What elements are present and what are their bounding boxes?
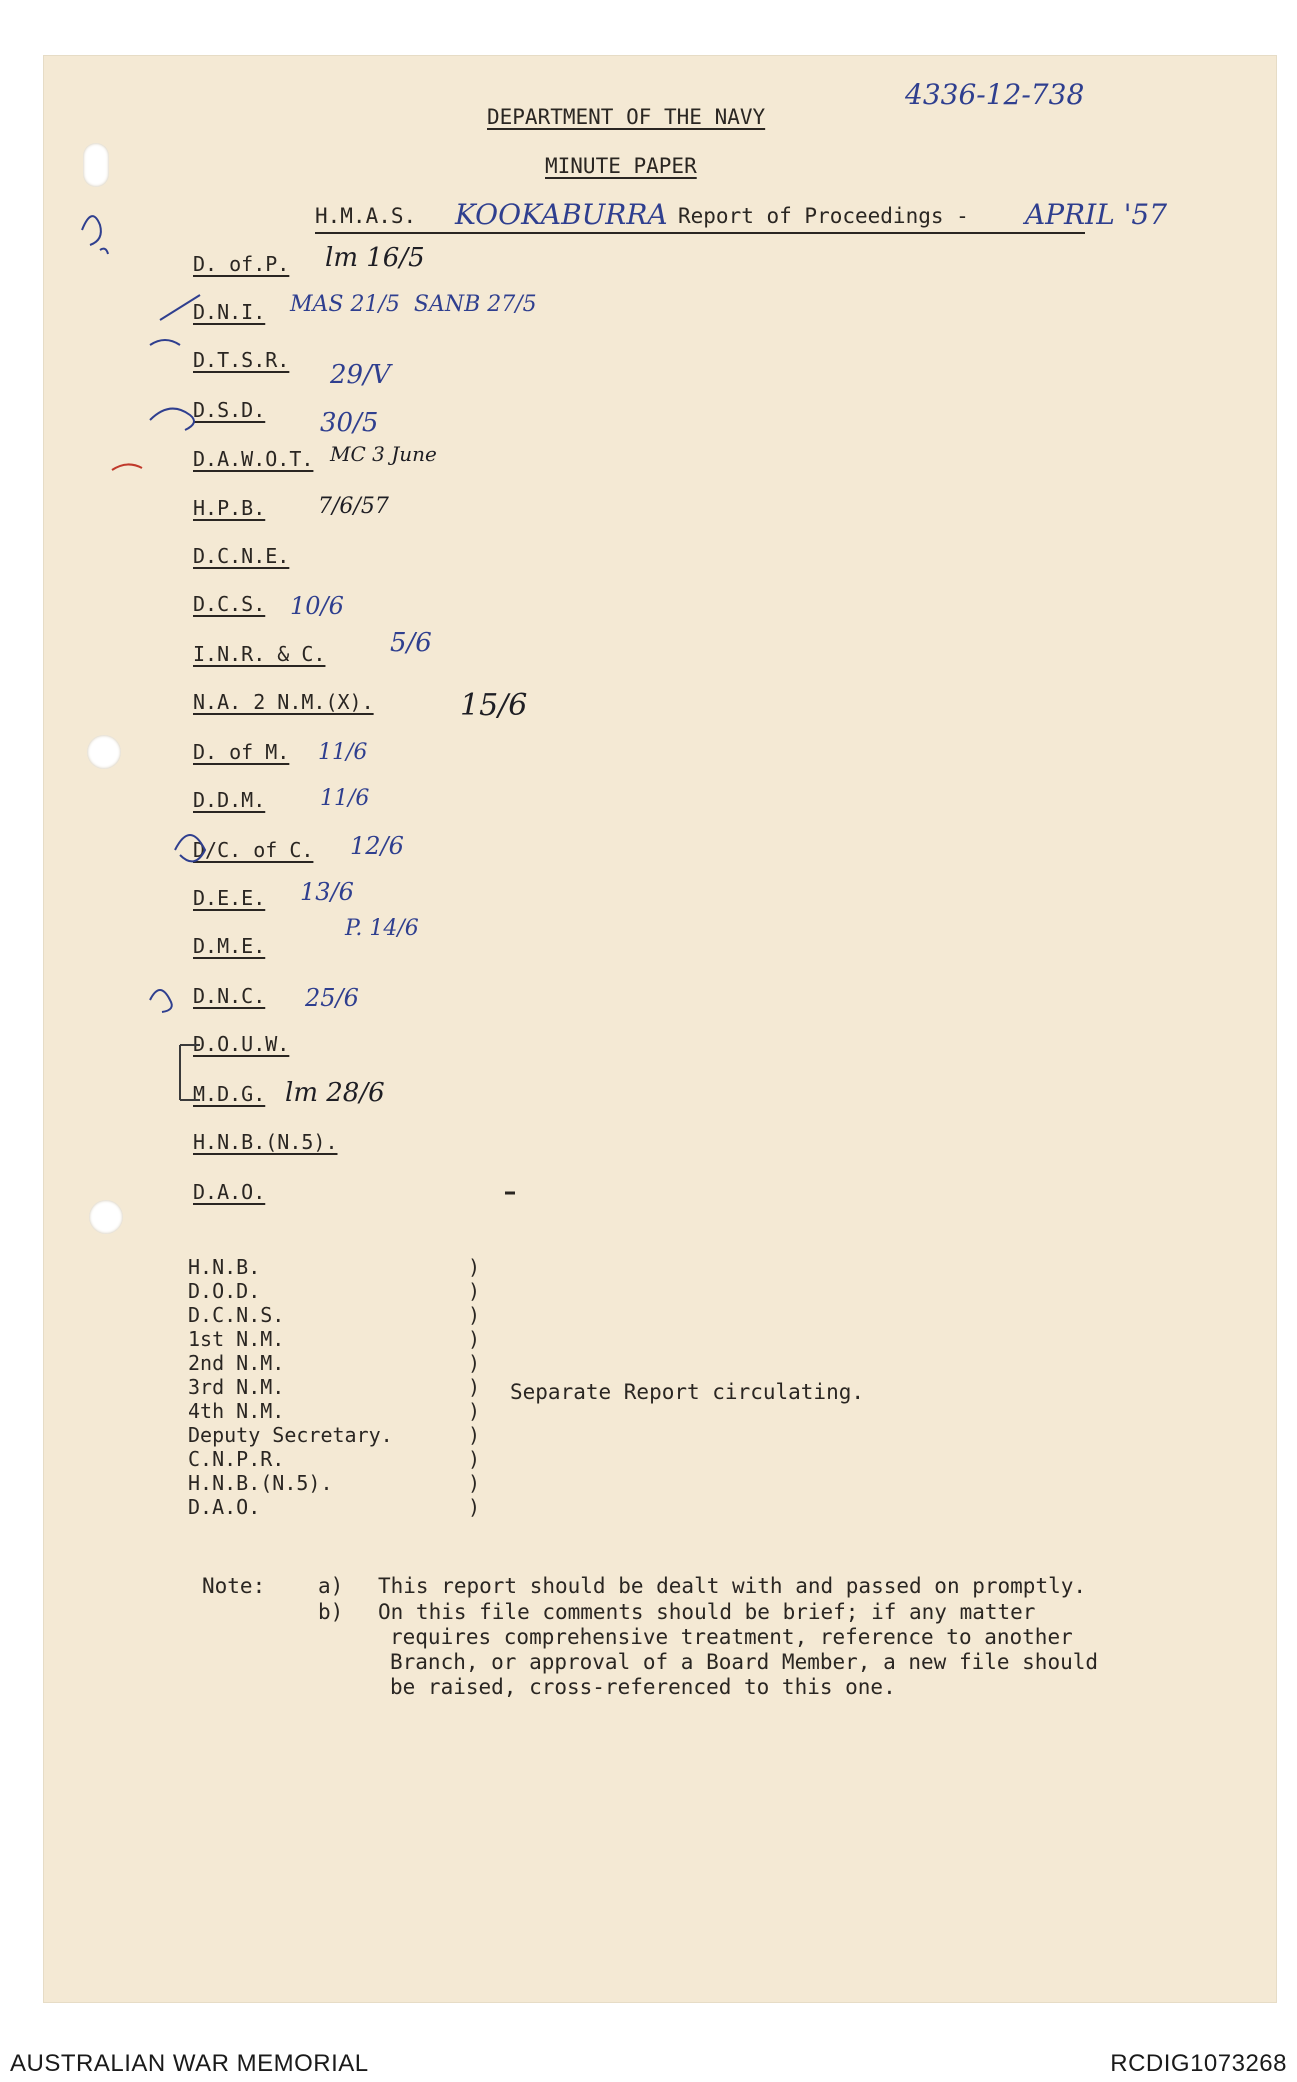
footer-id: RCDIG1073268	[1110, 2050, 1287, 2077]
bracket: )	[468, 1447, 481, 1471]
form-title: MINUTE PAPER	[545, 154, 697, 178]
routing-annotation: 11/6	[318, 740, 368, 765]
routing-item: D. of.P.	[193, 252, 290, 276]
bracket: )	[468, 1471, 481, 1495]
routing-item: D.T.S.R.	[193, 348, 290, 372]
routing-annotation: MAS 21/5 SANB 27/5	[290, 292, 537, 317]
routing-annotation: lm 28/6	[285, 1078, 385, 1108]
routing-annotation: 13/6	[300, 878, 354, 906]
bracket: )	[468, 1375, 481, 1399]
bracket: )	[468, 1303, 481, 1327]
routing-item: I.N.R. & C.	[193, 642, 326, 666]
note-label: Note:	[202, 1574, 266, 1598]
separate-report-remark: Separate Report circulating.	[510, 1380, 865, 1404]
routing-annotation: 7/6/57	[318, 494, 389, 519]
bracket: )	[468, 1255, 481, 1279]
list-item: 2nd N.M.	[188, 1351, 285, 1375]
subject-middle: Report of Proceedings -	[678, 204, 969, 228]
routing-item: D.A.O.	[193, 1180, 266, 1204]
routing-item: D.C.N.E.	[193, 544, 290, 568]
routing-item: D.N.I.	[193, 300, 266, 324]
bracket: )	[468, 1423, 481, 1447]
routing-item: D.O.U.W.	[193, 1032, 290, 1056]
subject-prefix: H.M.A.S.	[315, 204, 417, 228]
routing-item: D.S.D.	[193, 398, 266, 422]
bracket: )	[468, 1351, 481, 1375]
routing-item: M.D.G.	[193, 1082, 266, 1106]
note-a-marker: a)	[318, 1574, 344, 1598]
note-b-line: On this file comments should be brief; if any matter	[378, 1600, 1036, 1624]
routing-annotation: lm 16/5	[325, 243, 425, 273]
routing-item: D.A.W.O.T.	[193, 447, 314, 471]
note-b-marker: b)	[318, 1600, 344, 1624]
file-number: 4336-12-738	[905, 78, 1085, 111]
routing-item: D.E.E.	[193, 886, 266, 910]
bracket: )	[468, 1327, 481, 1351]
routing-item: H.N.B.(N.5).	[193, 1130, 338, 1154]
bracket: )	[468, 1279, 481, 1303]
list-item: H.N.B.(N.5).	[188, 1471, 333, 1495]
list-item: 3rd N.M.	[188, 1375, 285, 1399]
bracket: )	[468, 1399, 481, 1423]
routing-item: D.D.M.	[193, 788, 266, 812]
routing-item: N.A. 2 N.M.(X).	[193, 690, 374, 714]
note-b-line: be raised, cross-referenced to this one.	[390, 1675, 896, 1699]
list-item: 1st N.M.	[188, 1327, 285, 1351]
routing-annotation: 10/6	[290, 592, 344, 620]
department-heading: DEPARTMENT OF THE NAVY	[487, 105, 766, 129]
note-a-text: This report should be dealt with and passed on promptly.	[378, 1574, 1087, 1598]
routing-annotation: MC 3 June	[330, 442, 437, 466]
routing-annotation: P. 14/6	[345, 916, 419, 941]
ship-name: KOOKABURRA	[455, 198, 668, 231]
routing-annotation: 15/6	[460, 688, 528, 723]
list-item: 4th N.M.	[188, 1399, 285, 1423]
note-b-line: requires comprehensive treatment, reference to another	[390, 1625, 1073, 1649]
routing-item: H.P.B.	[193, 496, 266, 520]
footer-source: AUSTRALIAN WAR MEMORIAL	[10, 2050, 369, 2077]
routing-annotation: 29/V	[330, 360, 391, 390]
routing-item: D/C. of C.	[193, 838, 314, 862]
routing-item: D.C.S.	[193, 592, 266, 616]
bracket: )	[468, 1495, 481, 1519]
note-b-line: Branch, or approval of a Board Member, a new file should	[390, 1650, 1099, 1674]
routing-annotation: 12/6	[350, 832, 404, 860]
list-item: D.C.N.S.	[188, 1303, 285, 1327]
list-item: H.N.B.	[188, 1255, 261, 1279]
routing-annotation: 11/6	[320, 786, 370, 811]
list-item: D.O.D.	[188, 1279, 261, 1303]
routing-annotation: 5/6	[390, 628, 432, 658]
list-item: Deputy Secretary.	[188, 1423, 393, 1447]
routing-annotation: 30/5	[320, 408, 379, 438]
routing-annotation: 25/6	[305, 984, 359, 1012]
routing-item: D. of M.	[193, 740, 290, 764]
routing-item: D.M.E.	[193, 934, 266, 958]
report-period: APRIL '57	[1025, 198, 1168, 231]
routing-item: D.N.C.	[193, 984, 266, 1008]
list-item: D.A.O.	[188, 1495, 261, 1519]
list-item: C.N.P.R.	[188, 1447, 285, 1471]
